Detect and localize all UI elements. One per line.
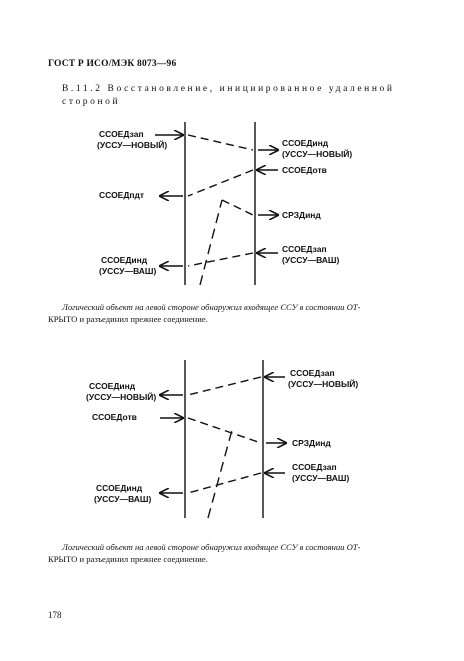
dashed-drq — [222, 200, 253, 215]
dashed-diag — [208, 430, 232, 518]
label: ССОЕДотв — [92, 412, 137, 422]
label: СРЗДинд — [292, 438, 331, 448]
dashed-your — [188, 473, 261, 493]
label: СРЗДинд — [282, 210, 321, 220]
caption-line: Логический объект на левой стороне обнаружил входящее ССУ в состоянии ОТ- — [62, 302, 361, 312]
label: ССОЕДзап — [290, 368, 335, 378]
label: (УССУ—НОВЫЙ) — [282, 149, 353, 159]
label: ССОЕДпдт — [99, 190, 145, 200]
diagram-1-labels — [97, 129, 352, 276]
caption-line: КРЫТО и разъединил прежнее соединение. — [48, 314, 208, 324]
label: ССОЕДинд — [282, 138, 329, 148]
label: ССОЕДзап — [292, 462, 337, 472]
label: (УССУ—ВАШ) — [94, 494, 152, 504]
label: (УССУ—ВАШ) — [292, 473, 350, 483]
label: ССОЕДотв — [282, 165, 327, 175]
dashed-diag — [200, 200, 222, 285]
label: (УССУ—ВАШ) — [99, 266, 157, 276]
caption-line: КРЫТО и разъединил прежнее соединение. — [48, 554, 208, 564]
label: (УССУ—НОВЫЙ) — [97, 140, 168, 150]
caption-1 — [48, 301, 416, 325]
diagram-1 — [155, 122, 278, 285]
label: ССОЕДинд — [101, 255, 148, 265]
diagram-2 — [160, 360, 286, 518]
section-heading: B.11.2 Восстановление, инициированное удаленной стороной — [62, 84, 395, 107]
dashed-new — [188, 135, 253, 150]
page-number: 178 — [48, 610, 62, 620]
label: (УССУ—НОВЫЙ) — [288, 379, 359, 389]
label: (УССУ—ВАШ) — [282, 255, 340, 265]
document-header: ГОСТ Р ИСО/МЭК 8073—96 — [48, 59, 177, 69]
dashed-new — [188, 377, 261, 395]
dashed-resp — [188, 170, 253, 196]
label: ССОЕДинд — [89, 381, 136, 391]
caption-line: Логический объект на левой стороне обнаружил входящее ССУ в состоянии ОТ- — [62, 542, 361, 552]
label: ССОЕДзап — [99, 129, 144, 139]
label: ССОЕДзап — [282, 244, 327, 254]
dashed-your — [188, 253, 253, 266]
dashed-drq — [188, 418, 261, 443]
label: (УССУ—НОВЫЙ) — [86, 392, 157, 402]
label: ССОЕДинд — [96, 483, 143, 493]
caption-2 — [48, 541, 416, 565]
